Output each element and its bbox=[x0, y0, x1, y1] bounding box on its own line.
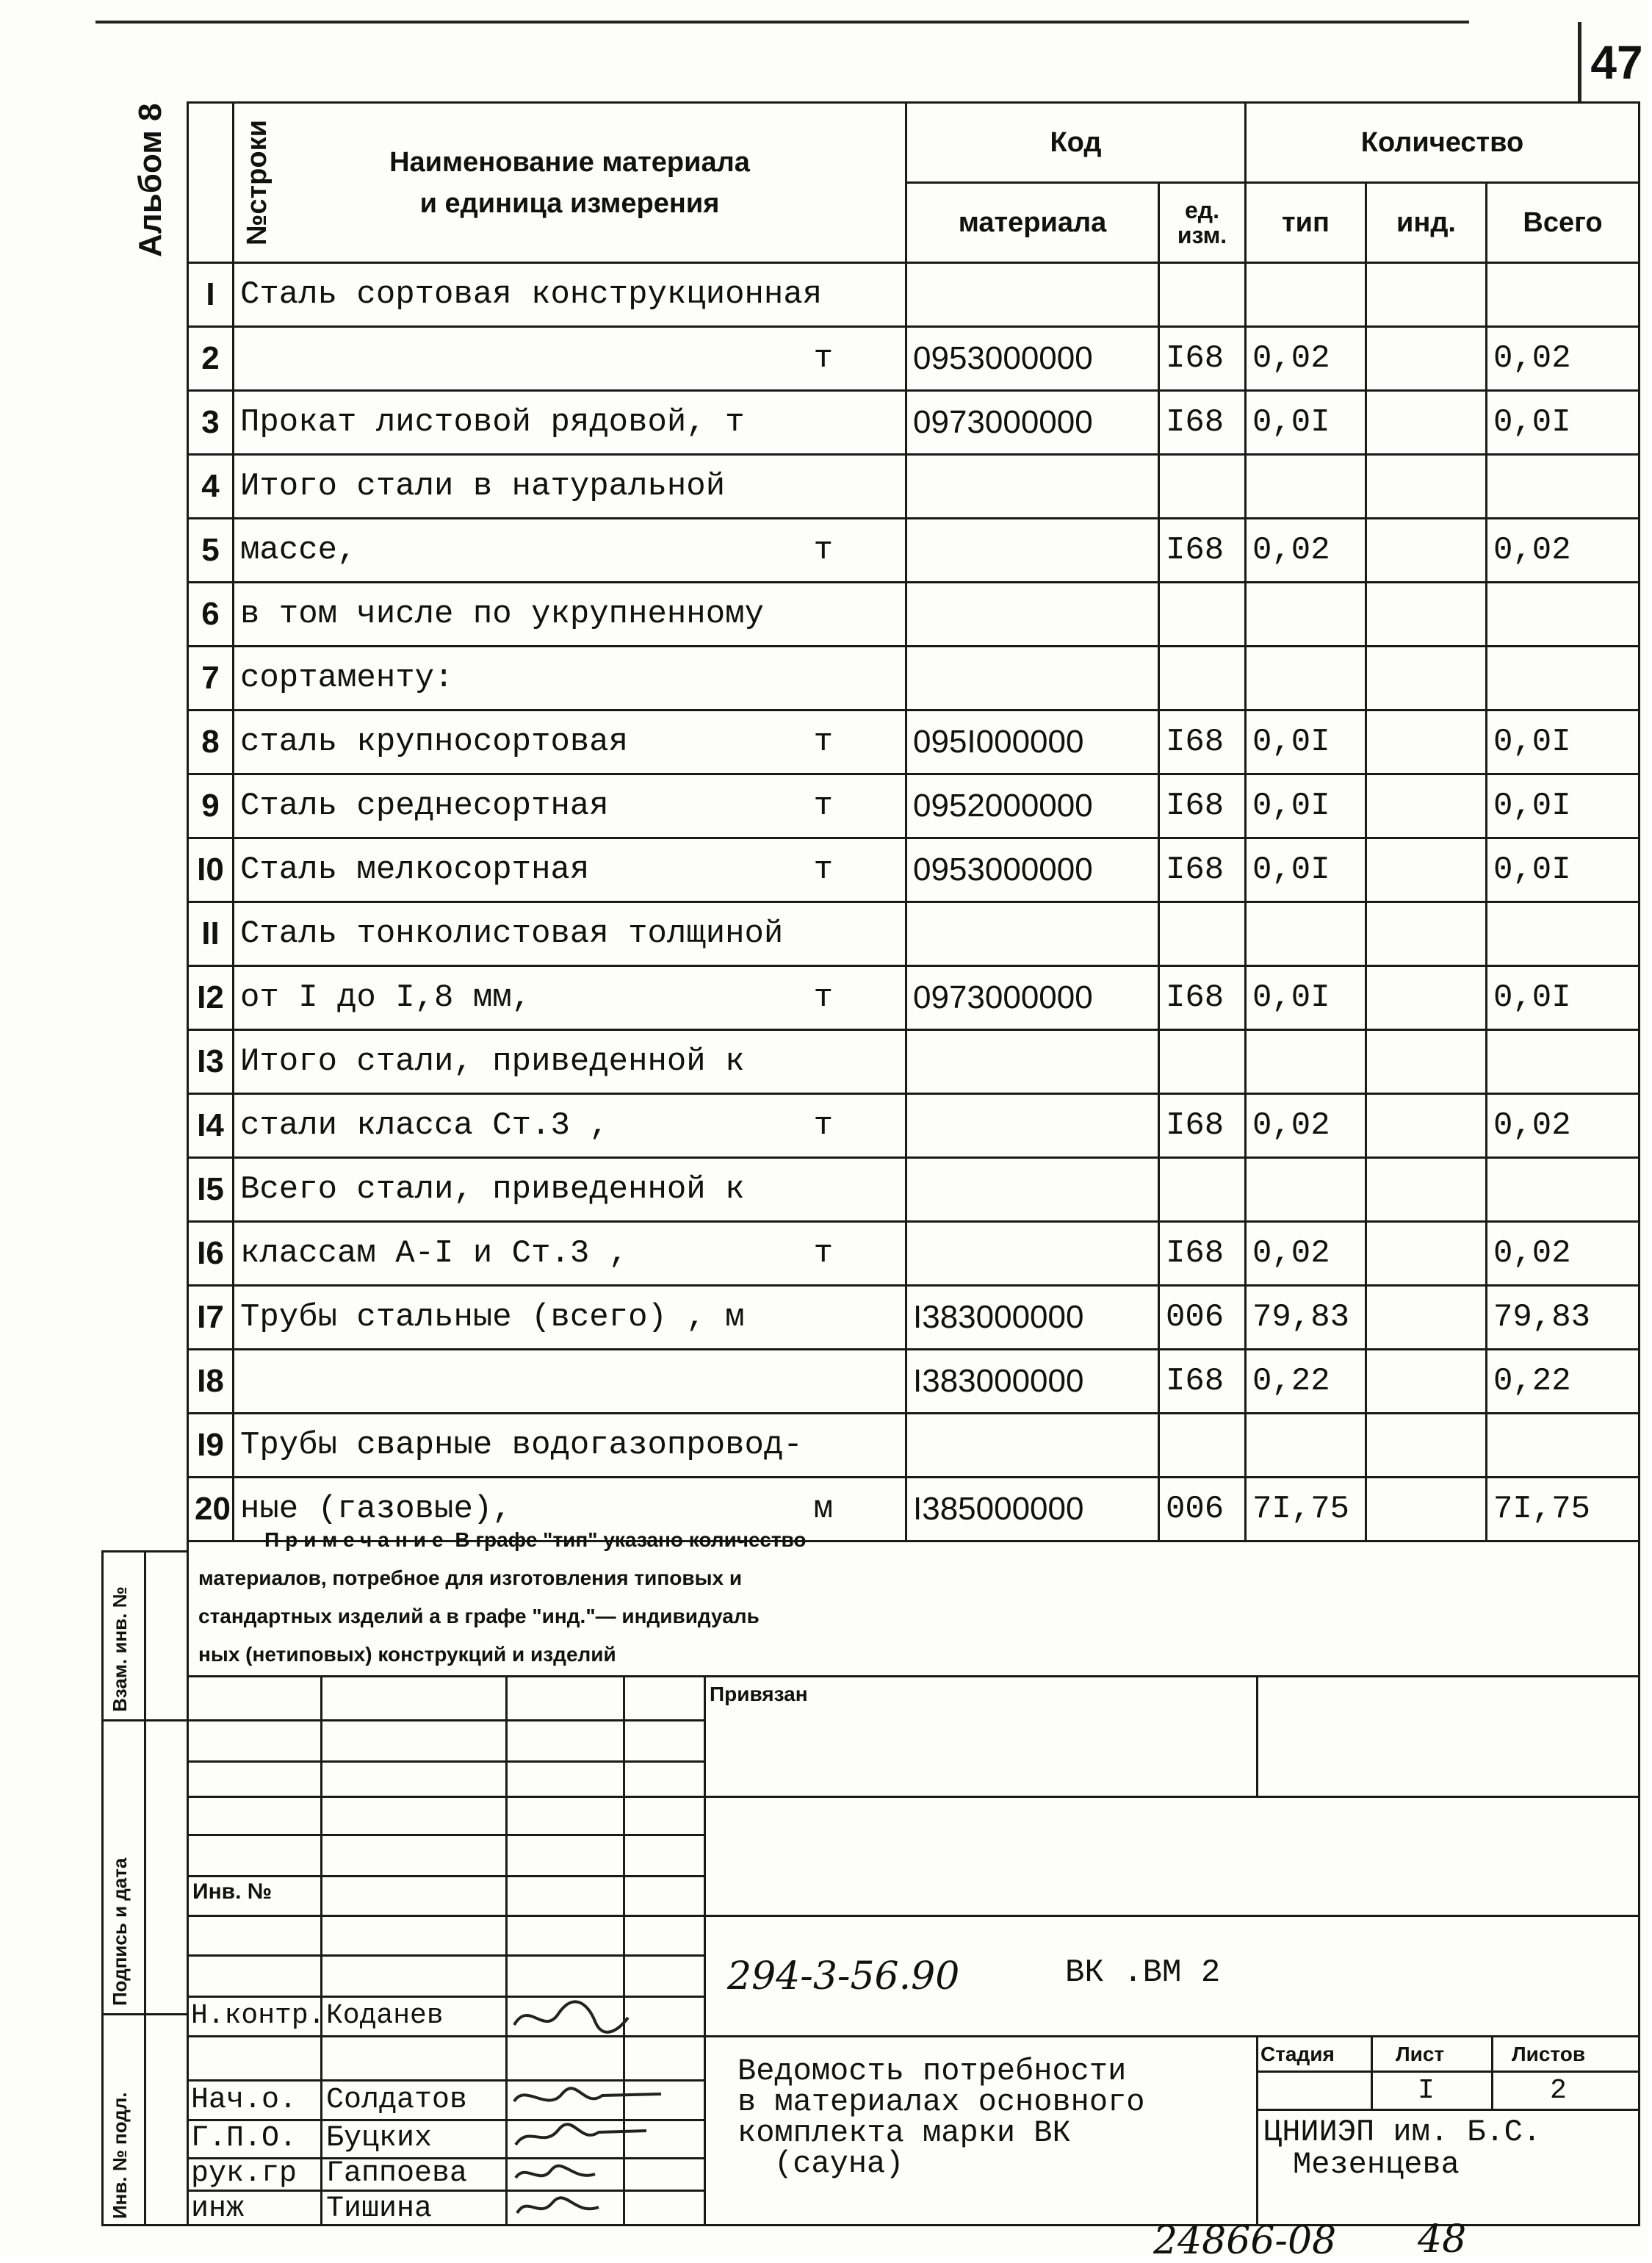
document-mark: ВК .ВМ 2 bbox=[1065, 1954, 1221, 1991]
signature-inzh bbox=[507, 2190, 617, 2225]
side-strip-divider-2 bbox=[101, 2013, 187, 2015]
table-row: I3 Итого стали, приведенной к bbox=[188, 1030, 1640, 1094]
tb-row-line bbox=[187, 1954, 705, 1957]
top-border-line bbox=[95, 21, 1469, 24]
tb-col-line bbox=[1491, 2035, 1493, 2109]
materials-table bbox=[187, 101, 1640, 1542]
footer-page: 48 bbox=[1418, 2217, 1467, 2262]
tb-row-line bbox=[187, 1760, 705, 1763]
header-name: Наименование материала и единица измерения bbox=[234, 103, 906, 263]
side-label-podpis: Подпись и дата bbox=[109, 1857, 131, 2006]
table-row: 6 в том числе по укрупненному bbox=[188, 583, 1640, 647]
table-row: I7 Трубы стальные (всего) , м I383000000 006 79,83 79,83 bbox=[188, 1286, 1640, 1350]
signature-gpo bbox=[507, 2119, 654, 2156]
table-row: 20 ные (газовые), м I385000000 006 7I,75 7I,75 bbox=[188, 1478, 1640, 1541]
table-row: 8 сталь крупносортовая т 095I000000 I68 0,0I 0,0I bbox=[188, 710, 1640, 774]
document-title: Ведомость потребности в материалах основного комплекта марки ВК (сауна) bbox=[737, 2054, 1145, 2181]
table-row: 2 т 0953000000 I68 0,02 0,02 bbox=[188, 327, 1640, 391]
stage-label: Стадия bbox=[1260, 2043, 1335, 2065]
tb-row-line bbox=[187, 1796, 1638, 1798]
header-row-number: №строки bbox=[188, 103, 234, 263]
table-row: 7 сортаменту: bbox=[188, 647, 1640, 710]
table-row: 5 массе, т I68 0,02 0,02 bbox=[188, 519, 1640, 583]
tb-stage-row-line bbox=[1256, 2070, 1638, 2073]
name-inzh: Тишина bbox=[326, 2192, 433, 2226]
table-row: I8 I383000000 I68 0,22 0,22 bbox=[188, 1350, 1640, 1414]
note-lead: Примечание bbox=[264, 1528, 450, 1551]
signature-nach-o bbox=[507, 2079, 668, 2118]
side-strip-left-line bbox=[101, 1550, 104, 2226]
document-code: 294-3-56.90 bbox=[727, 1954, 960, 1998]
header-code: Код bbox=[906, 103, 1246, 183]
side-label-inv-podl: Инв. № подл. bbox=[109, 2092, 131, 2219]
frame-right-line bbox=[1638, 1492, 1640, 2226]
tb-col-line bbox=[1256, 2035, 1258, 2224]
header-code-unit: ед. изм. bbox=[1159, 183, 1246, 263]
inv-no-label: Инв. № bbox=[192, 1879, 273, 1904]
table-row: 9 Сталь среднесортная т 0952000000 I68 0,0I 0,0I bbox=[188, 774, 1640, 838]
tb-col-line bbox=[320, 1675, 322, 1998]
side-strip-bottom-line bbox=[101, 2224, 187, 2226]
tb-row-line bbox=[187, 2035, 1638, 2037]
organization: ЦНИИЭП им. Б.С. Мезенцева bbox=[1263, 2115, 1542, 2182]
sheet-value: I bbox=[1418, 2075, 1435, 2107]
table-row: 4 Итого стали в натуральной bbox=[188, 455, 1640, 519]
table-row: I4 стали класса Ст.3 , т I68 0,02 0,02 bbox=[188, 1094, 1640, 1158]
footer-number: 24866-08 bbox=[1153, 2219, 1337, 2263]
signature-ruk-gr bbox=[507, 2156, 617, 2191]
name-gpo: Буцких bbox=[326, 2122, 433, 2155]
role-ruk-gr: рук.гр bbox=[191, 2157, 297, 2190]
tb-row-line bbox=[187, 1915, 1638, 1917]
tb-stage-row-line bbox=[1256, 2109, 1638, 2111]
header-qty-ind: инд. bbox=[1366, 183, 1487, 263]
page-number: 47 bbox=[1578, 22, 1652, 103]
tb-col-line bbox=[1371, 2035, 1373, 2109]
title-block-top-line bbox=[187, 1675, 1638, 1677]
name-nach-o: Солдатов bbox=[326, 2084, 468, 2117]
table-row: II Сталь тонколистовая толщиной bbox=[188, 902, 1640, 966]
tb-row-line bbox=[187, 1875, 705, 1877]
role-gpo: Г.П.О. bbox=[191, 2122, 297, 2155]
header-qty-type: тип bbox=[1246, 183, 1366, 263]
table-note bbox=[198, 1521, 1080, 1674]
side-strip-divider-1 bbox=[101, 1719, 187, 1721]
sheets-label: Листов bbox=[1512, 2043, 1586, 2065]
tb-row-line bbox=[187, 1719, 705, 1721]
name-ruk-gr: Гаппоева bbox=[326, 2157, 468, 2190]
table-row: I9 Трубы сварные водогазопровод- bbox=[188, 1414, 1640, 1478]
header-qty-total: Всего bbox=[1487, 183, 1640, 263]
signature-n-kontr bbox=[507, 1996, 632, 2040]
table-row: 3 Прокат листовой рядовой, т 0973000000 I68 0,0I 0,0I bbox=[188, 391, 1640, 455]
note-line-2: материалов, потребное для изготовления типовых и bbox=[198, 1566, 743, 1589]
tb-col-line bbox=[623, 1675, 625, 1998]
role-nach-o: Нач.о. bbox=[191, 2084, 297, 2117]
role-n-kontr: Н.контр. bbox=[191, 2000, 325, 2032]
sheet-label: Лист bbox=[1396, 2043, 1445, 2065]
table-row: I6 классам А-I и Ст.3 , т I68 0,02 0,02 bbox=[188, 1222, 1640, 1286]
album-label: Альбом 8 bbox=[132, 103, 168, 257]
table-row: I2 от I до I,8 мм, т 0973000000 I68 0,0I 0,0I bbox=[188, 966, 1640, 1030]
privyazan-label: Привязан bbox=[710, 1683, 808, 1705]
tb-row-line bbox=[187, 1834, 705, 1836]
table-row: I Сталь сортовая конструкционная bbox=[188, 263, 1640, 327]
table-header-row-1 bbox=[188, 103, 1640, 183]
note-line-3: стандартных изделий а в графе "инд."— индивидуаль bbox=[198, 1605, 760, 1627]
tb-main-divider bbox=[704, 1675, 706, 2224]
role-inzh: инж bbox=[191, 2192, 245, 2226]
header-quantity: Количество bbox=[1246, 103, 1640, 183]
tb-col-line bbox=[1256, 1675, 1258, 1796]
frame-left-line bbox=[187, 1492, 189, 2226]
table-row: I5 Всего стали, приведенной к bbox=[188, 1158, 1640, 1222]
table-row: I0 Сталь мелкосортная т 0953000000 I68 0,0I 0,0I bbox=[188, 838, 1640, 902]
tb-col-line bbox=[505, 1675, 508, 1998]
note-line-4: ных (нетиповых) конструкций и изделий bbox=[198, 1643, 616, 1666]
side-strip-top-line bbox=[101, 1550, 187, 1553]
name-n-kontr: Коданев bbox=[326, 2000, 444, 2032]
note-line-1: В графе "тип" указано количество bbox=[455, 1528, 807, 1551]
side-strip-mid-line bbox=[144, 1550, 146, 2226]
sheets-value: 2 bbox=[1550, 2075, 1567, 2107]
header-code-material: материала bbox=[906, 183, 1159, 263]
side-label-vzam: Взам. инв. № bbox=[109, 1586, 131, 1712]
